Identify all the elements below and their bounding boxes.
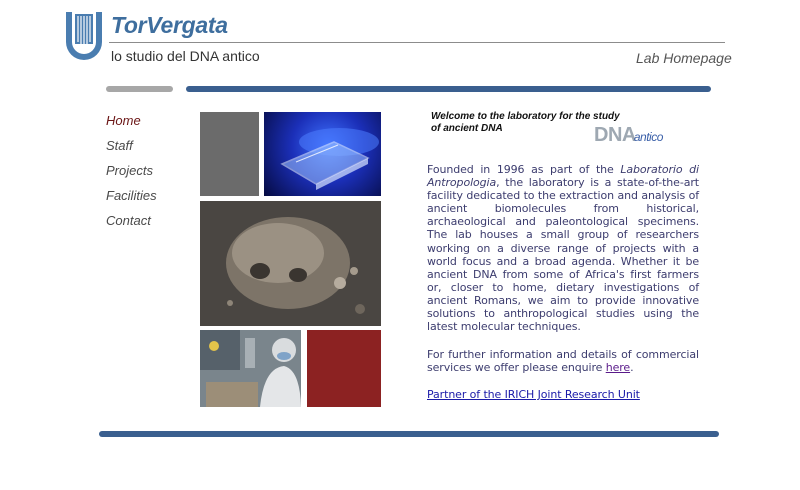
enquire-here-link[interactable]: here xyxy=(605,361,631,375)
red-tile xyxy=(307,330,381,407)
gel-electrophoresis-photo xyxy=(264,112,381,196)
header-divider xyxy=(109,42,725,43)
lab-homepage-label: Lab Homepage xyxy=(636,50,732,66)
partner-irich-link[interactable]: Partner of the IRICH Joint Research Unit xyxy=(427,388,640,401)
nav-item-staff[interactable]: Staff xyxy=(106,138,133,153)
enquire-paragraph xyxy=(427,348,699,374)
nav-item-contact[interactable]: Contact xyxy=(106,213,151,228)
lab-researcher-photo xyxy=(200,330,301,407)
sidebar-nav xyxy=(106,113,157,238)
dna-logo-main: DNA xyxy=(594,124,636,146)
intro-text-2: , the laboratory is a state-of-the-art facility dedicated to the extraction and analysis of ancient biomolecules from historical, archaeological and paleontological specimens. The lab houses a small group of researchers working on a diverse range of projects with a world focus and a broad agenda. Whether it be ancient DNA from some of Africa's first farmers or, closer to home, dietary investigations of ancient Romans, we aim to provide innovative solutions to anthropological studies using the latest molecular techniques. xyxy=(427,176,699,334)
enquire-end: . xyxy=(630,361,634,375)
intro-text-1: Founded in 1996 as part of the xyxy=(427,163,621,176)
intro-paragraph xyxy=(427,163,699,333)
grey-tile xyxy=(200,112,259,196)
nav-item-facilities[interactable]: Facilities xyxy=(106,188,157,203)
brand-title: TorVergata xyxy=(111,12,228,38)
intro-text-italic: Laboratorio di Antropologia xyxy=(427,163,699,190)
welcome-heading: Welcome to the laboratory for the study of ancient DNA xyxy=(431,111,620,134)
enquire-text: For further information and details of commercial services we offer please enquire xyxy=(427,348,699,375)
content-top-bar xyxy=(186,86,711,92)
footer-bar xyxy=(99,431,719,437)
nav-top-bar xyxy=(106,86,173,92)
dna-logo-sub: antico xyxy=(633,130,663,144)
nav-item-projects[interactable]: Projects xyxy=(106,163,153,178)
nav-item-home[interactable]: Home xyxy=(106,113,141,128)
dna-antico-logo xyxy=(594,124,663,147)
brand-subtitle: lo studio del DNA antico xyxy=(111,48,260,64)
university-logo-icon xyxy=(64,12,104,62)
ancient-skull-photo xyxy=(200,201,381,326)
